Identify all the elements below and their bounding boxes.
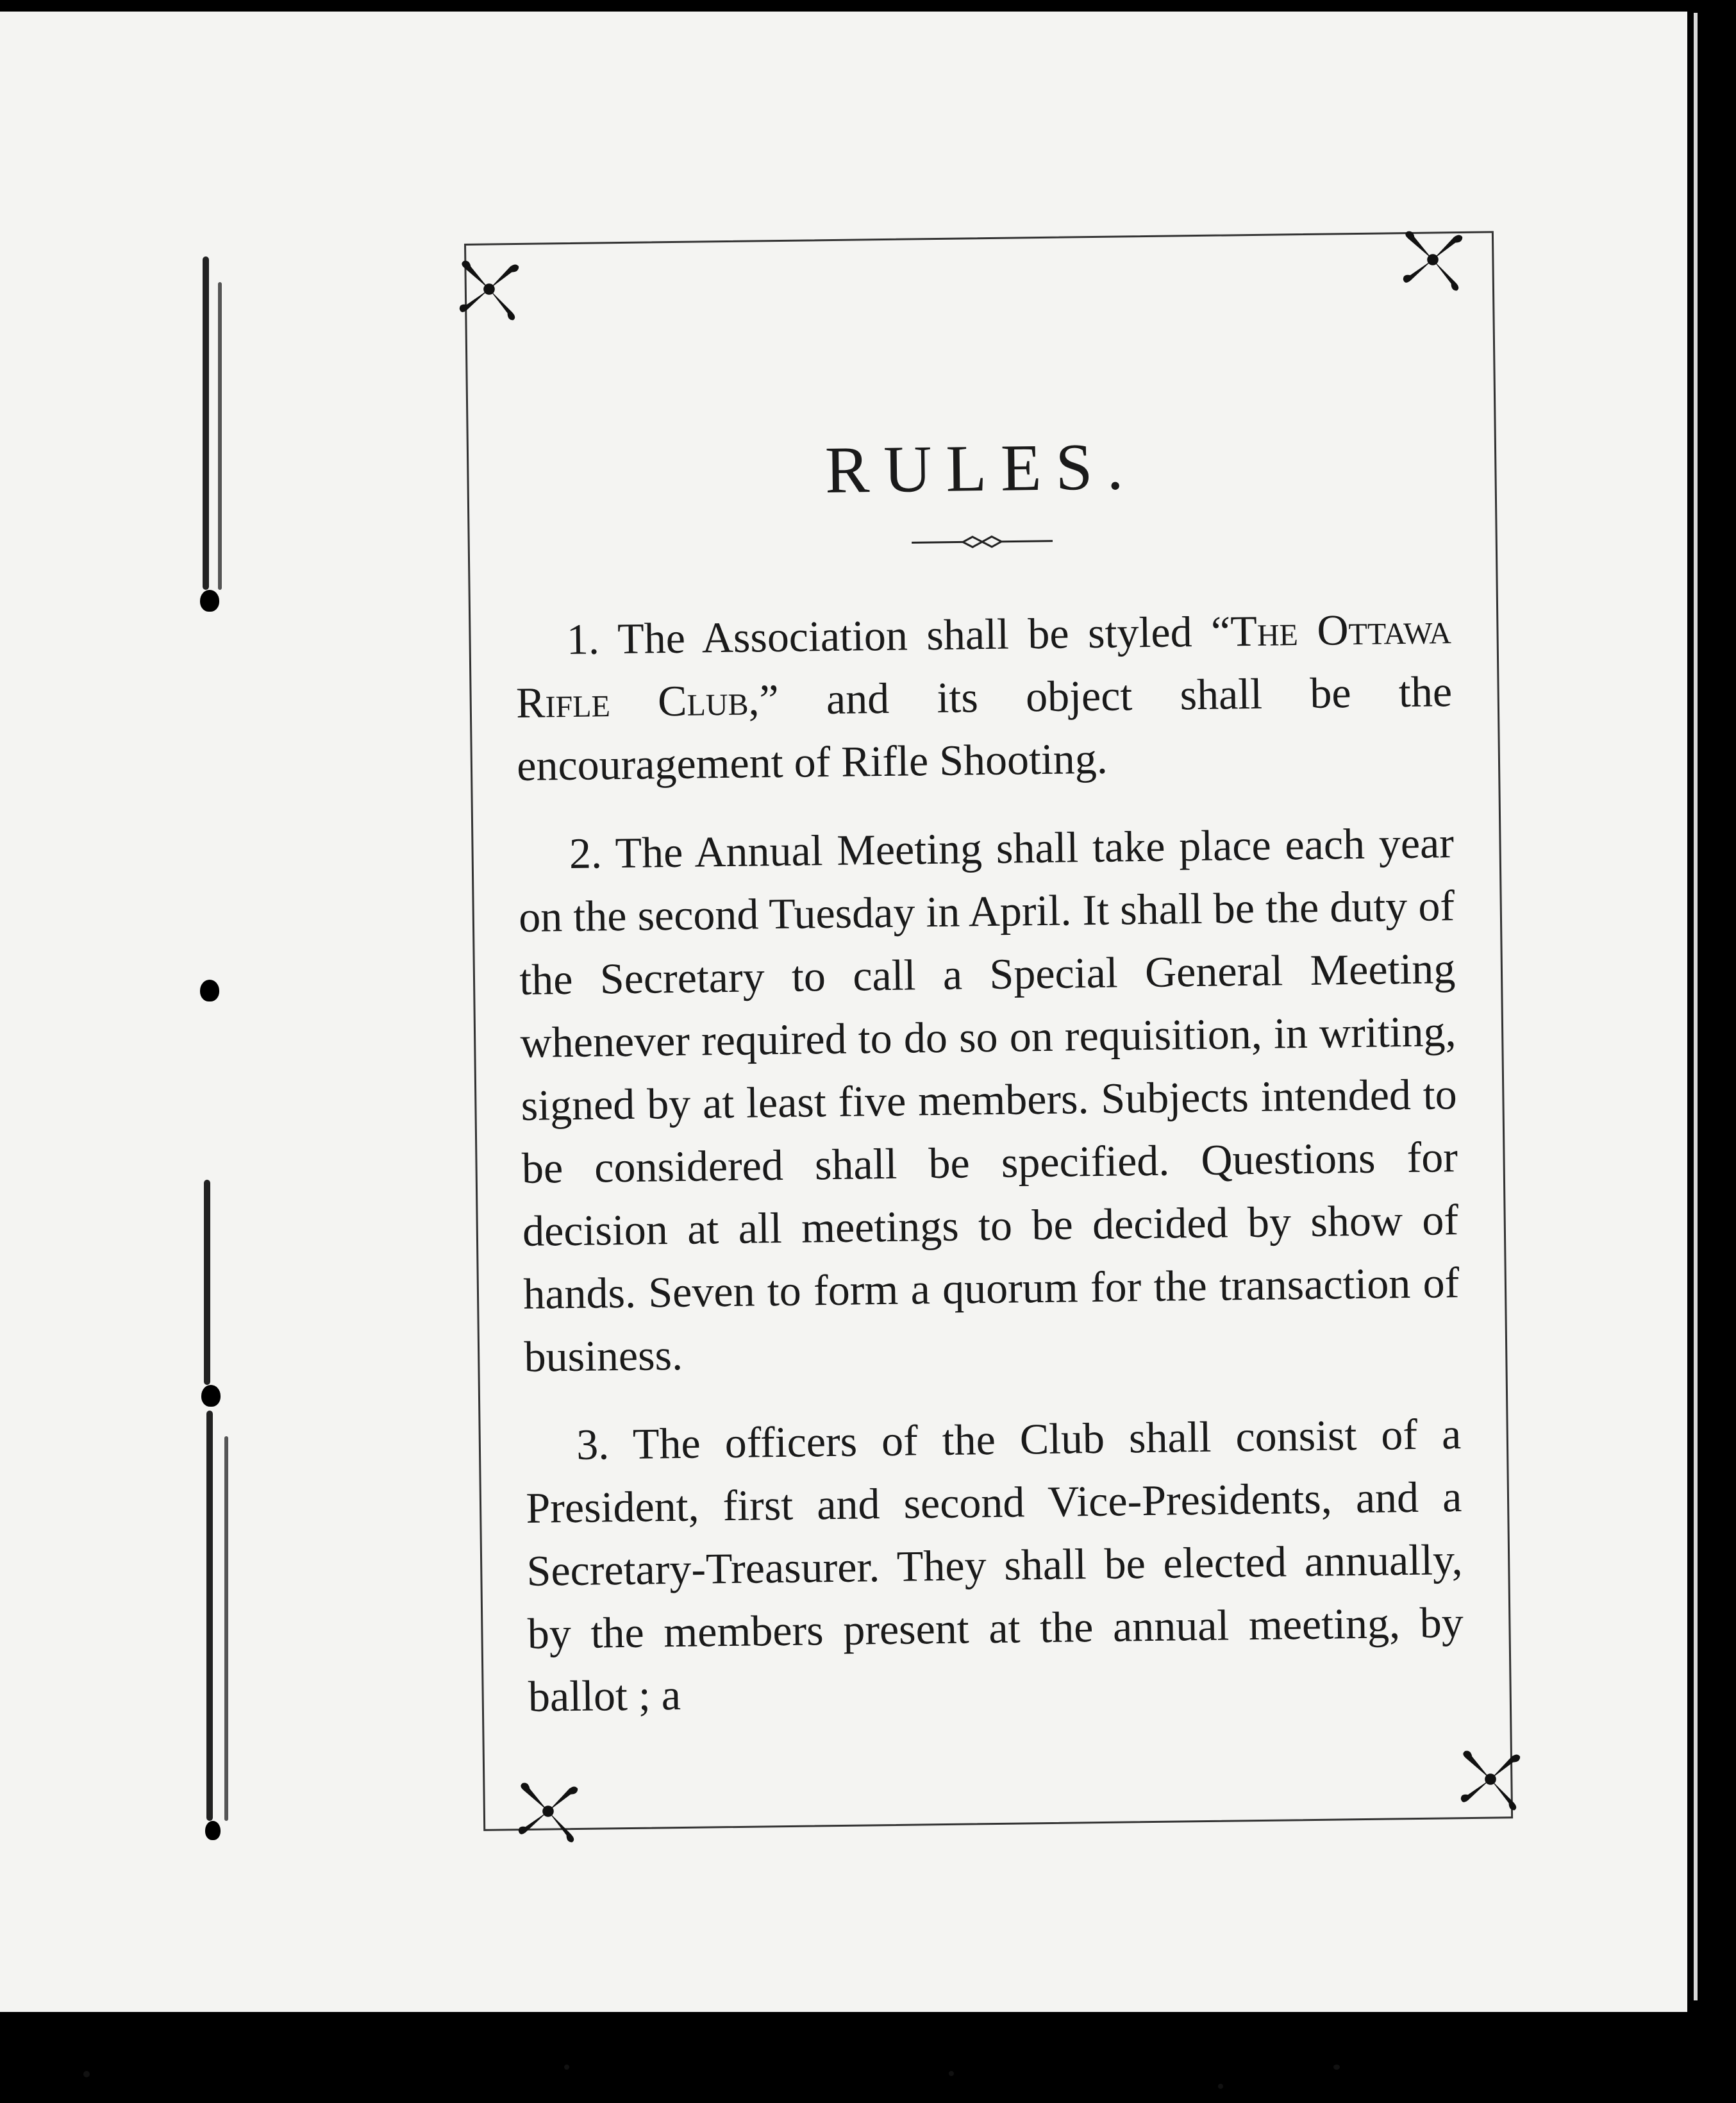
speck [83, 2071, 90, 2077]
rule-text: The Annual Meeting shall take place each year on the second Tuesday in April. It shall be the duty of the Secretary to call a Special General Meeting whenever required to do so on requisition, in writing, signed by at least five members. Subjects intended to be considered shall be specified. Questions for decision at all meetings to be decided by show of hands. Seven to form a quorum for the transaction of business. [518, 818, 1460, 1381]
document-content [513, 424, 1465, 1754]
rule-text: The Association shall be styled “ [599, 607, 1231, 664]
speck [1218, 2084, 1223, 2089]
rule-text: ” and its object shall be the encouragement of Rifle Shooting. [516, 667, 1453, 790]
binding-knot [201, 1385, 221, 1407]
rule-text: The officers of the Club shall consist of a President, first and second Vice-Presidents, and a Secretary-Treasurer. They shall be elected annually, by the members present at the annual meeting, by ballot ; a [525, 1409, 1464, 1721]
fleuron-corner-icon [454, 254, 524, 324]
rule-1 [515, 597, 1453, 797]
binding-thread [224, 1436, 228, 1821]
binding-thread [218, 282, 222, 590]
binding-thread [203, 256, 209, 590]
speck [949, 2071, 954, 2076]
rule-number: 1. [566, 614, 600, 664]
page-edge [1687, 0, 1736, 2103]
rule-3 [525, 1402, 1465, 1728]
fleuron-corner-icon [1398, 224, 1468, 295]
speck [1333, 2065, 1340, 2070]
rule-number: 2. [569, 828, 603, 878]
edge-line [1694, 13, 1698, 2000]
speck [564, 2065, 569, 2070]
fleuron-corner-icon [513, 1776, 583, 1847]
diamond-divider-icon [912, 532, 1053, 553]
binding-knot [200, 590, 219, 612]
fleuron-corner-icon [1455, 1744, 1526, 1814]
binding-knot [205, 1821, 221, 1840]
page-title: RULES. [824, 430, 1139, 508]
rule-number: 3. [576, 1420, 610, 1469]
rule-2 [517, 811, 1460, 1388]
club-name: The Ottawa Rifle Club, [515, 604, 1452, 727]
binding-knot [200, 980, 219, 1001]
binding-thread [206, 1411, 213, 1821]
binding-thread [204, 1180, 210, 1385]
